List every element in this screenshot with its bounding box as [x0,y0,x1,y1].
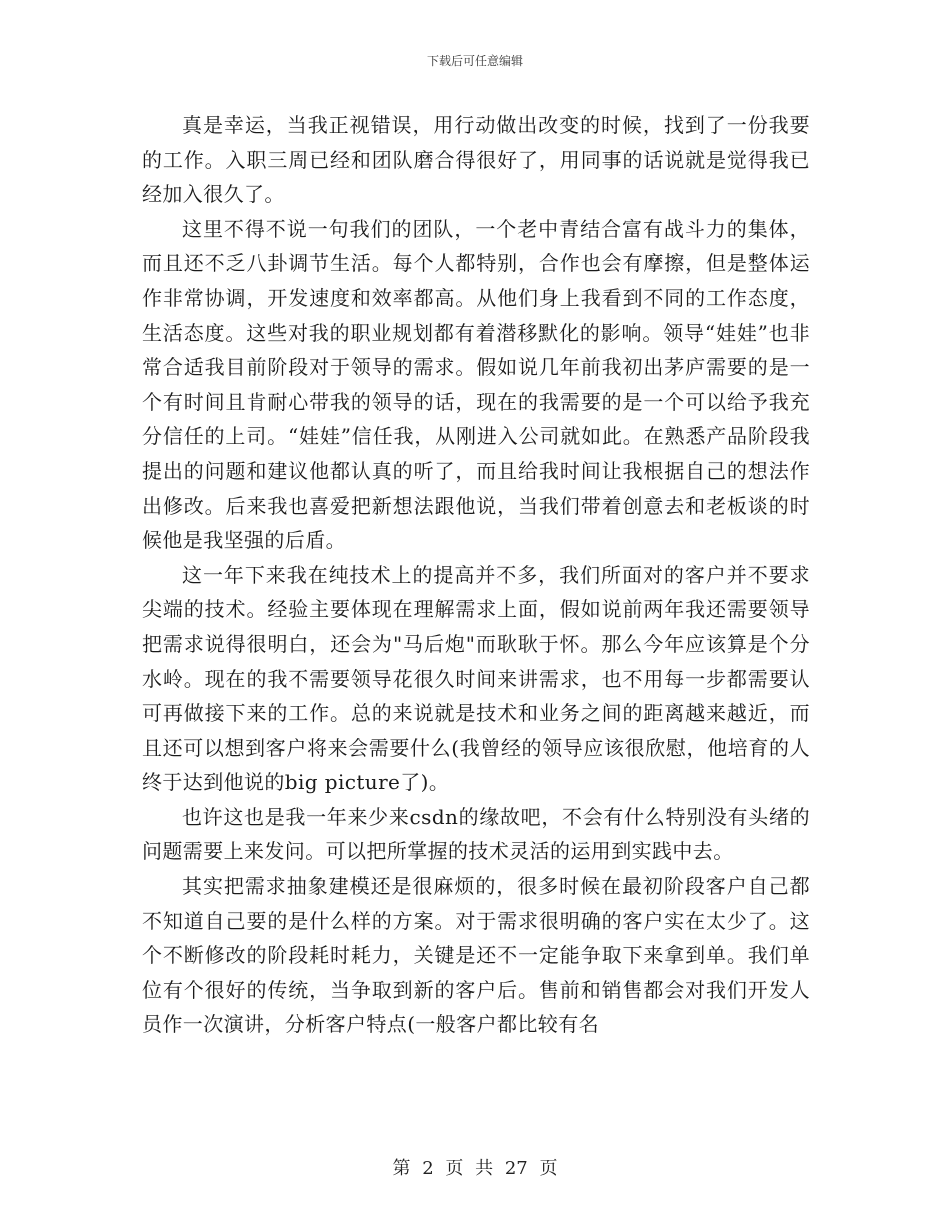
paragraph-5: 其实把需求抽象建模还是很麻烦的，很多时候在最初阶段客户自己都不知道自己要的是什么样的方案。对于需求很明确的客户实在太少了。这个不断修改的阶段耗时耗力，关键是还不一定能争取下来拿到单。我们单位有个很好的传统，当争取到新的客户后。售前和销售都会对我们开发人员作一次演讲，分析客户特点(一般客户都比较有名 [142,874,810,1037]
page-number: 第 2 页 共 27 页 [392,1158,558,1179]
document-body [142,108,810,1042]
paragraph-1: 真是幸运，当我正视错误，用行动做出改变的时候，找到了一份我要的工作。入职三周已经和团队磨合得很好了，用同事的话说就是觉得我已经加入很久了。 [142,113,810,207]
paragraph-2: 这里不得不说一句我们的团队，一个老中青结合富有战斗力的集体，而且还不乏八卦调节生活。每个人都特别，合作也会有摩擦，但是整体运作非常协调，开发速度和效率都高。从他们身上我看到不同的工作态度，生活态度。这些对我的职业规划都有着潜移默化的影响。领导“娃娃”也非常合适我目前阶段对于领导的需求。假如说几年前我初出茅庐需要的是一个有时间且肯耐心带我的领导的话，现在的我需要的是一个可以给予我充分信任的上司。“娃娃”信任我，从刚进入公司就如此。在熟悉产品阶段我提出的问题和建议他都认真的听了，而且给我时间让我根据自己的想法作出修改。后来我也喜爱把新想法跟他说，当我们带着创意去和老板谈的时候他是我坚强的后盾。 [142,216,810,553]
paragraph-4: 也许这也是我一年来少来csdn的缘故吧，不会有什么特别没有头绪的问题需要上来发问。可以把所掌握的技术灵活的运用到实践中去。 [142,804,810,864]
page-header: 下载后可任意编辑 [426,54,523,68]
paragraph-3: 这一年下来我在纯技术上的提高并不多，我们所面对的客户并不要求尖端的技术。经验主要体现在理解需求上面，假如说前两年我还需要领导把需求说得很明白，还会为"马后炮"而耿耿于怀。那么今年应该算是个分水岭。现在的我不需要领导花很久时间来讲需求，也不用每一步都需要认可再做接下来的工作。总的来说就是技术和业务之间的距离越来越近，而且还可以想到客户将来会需要什么(我曾经的领导应该很欣慰，他培育的人终于达到他说的big picture了)。 [142,562,810,795]
